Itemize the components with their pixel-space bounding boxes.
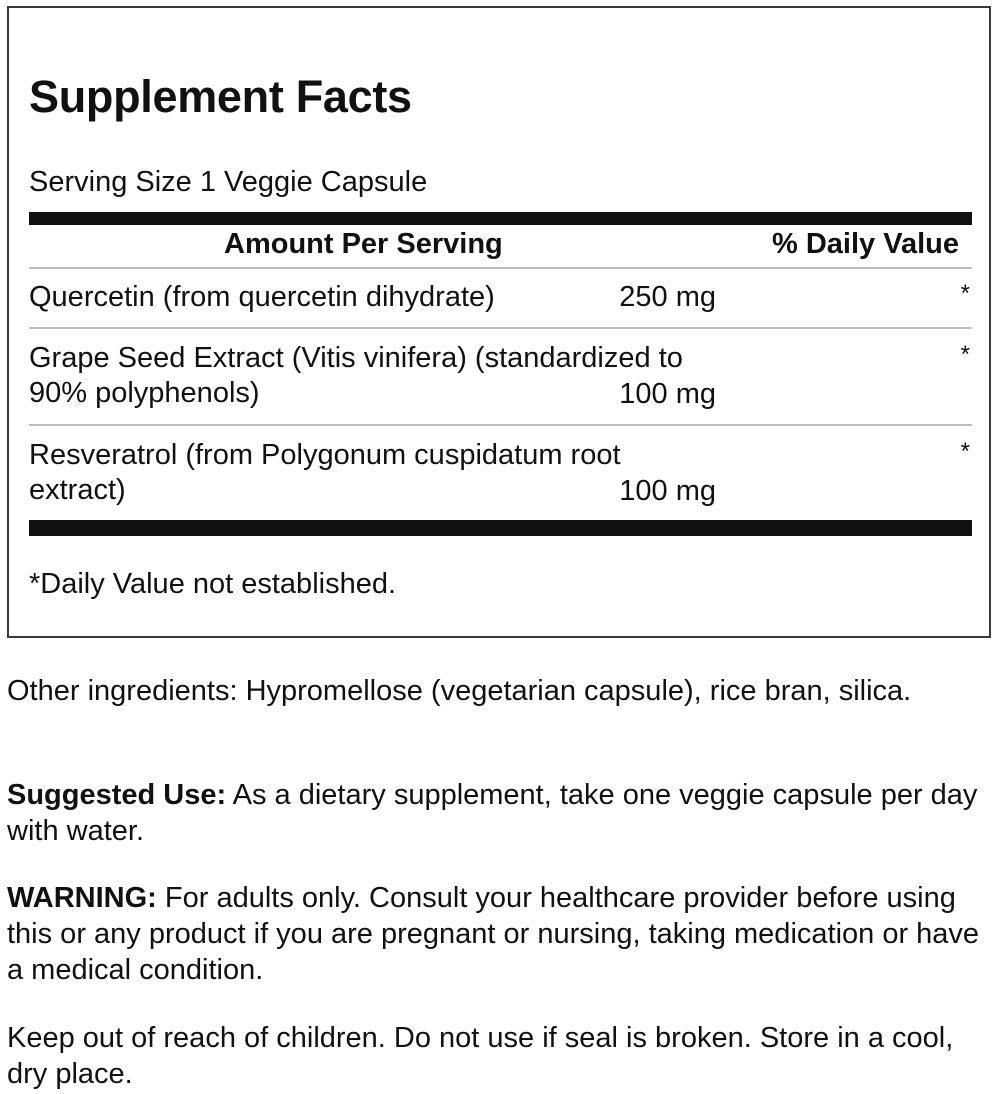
suggested-use-text: As a dietary supplement, take one veggie capsule per day with water. xyxy=(7,779,978,847)
footer-divider-bar xyxy=(29,520,972,536)
suggested-use xyxy=(7,777,987,849)
nutrient-row-quercetin xyxy=(29,280,972,320)
nutrient-daily-value: * xyxy=(960,280,970,307)
serving-size: Serving Size 1 Veggie Capsule xyxy=(29,166,428,198)
storage-instructions: Keep out of reach of children. Do not use if seal is broken. Store in a cool, dry place. xyxy=(7,1022,954,1090)
header-divider-bar xyxy=(29,212,972,225)
column-header-amount: Amount Per Serving xyxy=(224,228,503,260)
nutrient-row-resveratrol xyxy=(29,438,972,518)
supplement-facts-panel xyxy=(7,6,991,638)
nutrient-daily-value: * xyxy=(960,438,970,465)
nutrient-amount: 100 mg xyxy=(619,378,716,410)
nutrient-name: Quercetin (from quercetin dihydrate) xyxy=(29,281,495,313)
row-divider xyxy=(29,327,972,329)
daily-value-footnote: *Daily Value not established. xyxy=(29,568,397,600)
suggested-use-label: Suggested Use: xyxy=(7,779,227,811)
warning xyxy=(7,880,987,988)
other-ingredients: Other ingredients: Hypromellose (vegetarian capsule), rice bran, silica. xyxy=(7,675,912,707)
nutrient-amount: 250 mg xyxy=(619,281,716,313)
nutrient-name: Resveratrol (from Polygonum cuspidatum root extract) xyxy=(29,439,621,506)
warning-label: WARNING: xyxy=(7,882,157,914)
facts-title: Supplement Facts xyxy=(29,71,412,122)
column-header-daily-value: % Daily Value xyxy=(772,228,959,260)
warning-text: For adults only. Consult your healthcare provider before using this or any product if you are pregnant or nursing, taking medication or have a medical condition. xyxy=(7,882,980,986)
row-divider xyxy=(29,267,972,269)
row-divider xyxy=(29,424,972,426)
nutrient-daily-value: * xyxy=(960,341,970,368)
nutrient-amount: 100 mg xyxy=(619,475,716,507)
nutrient-name: Grape Seed Extract (Vitis vinifera) (standardized to 90% polyphenols) xyxy=(29,342,683,409)
nutrient-row-grape-seed xyxy=(29,341,972,421)
